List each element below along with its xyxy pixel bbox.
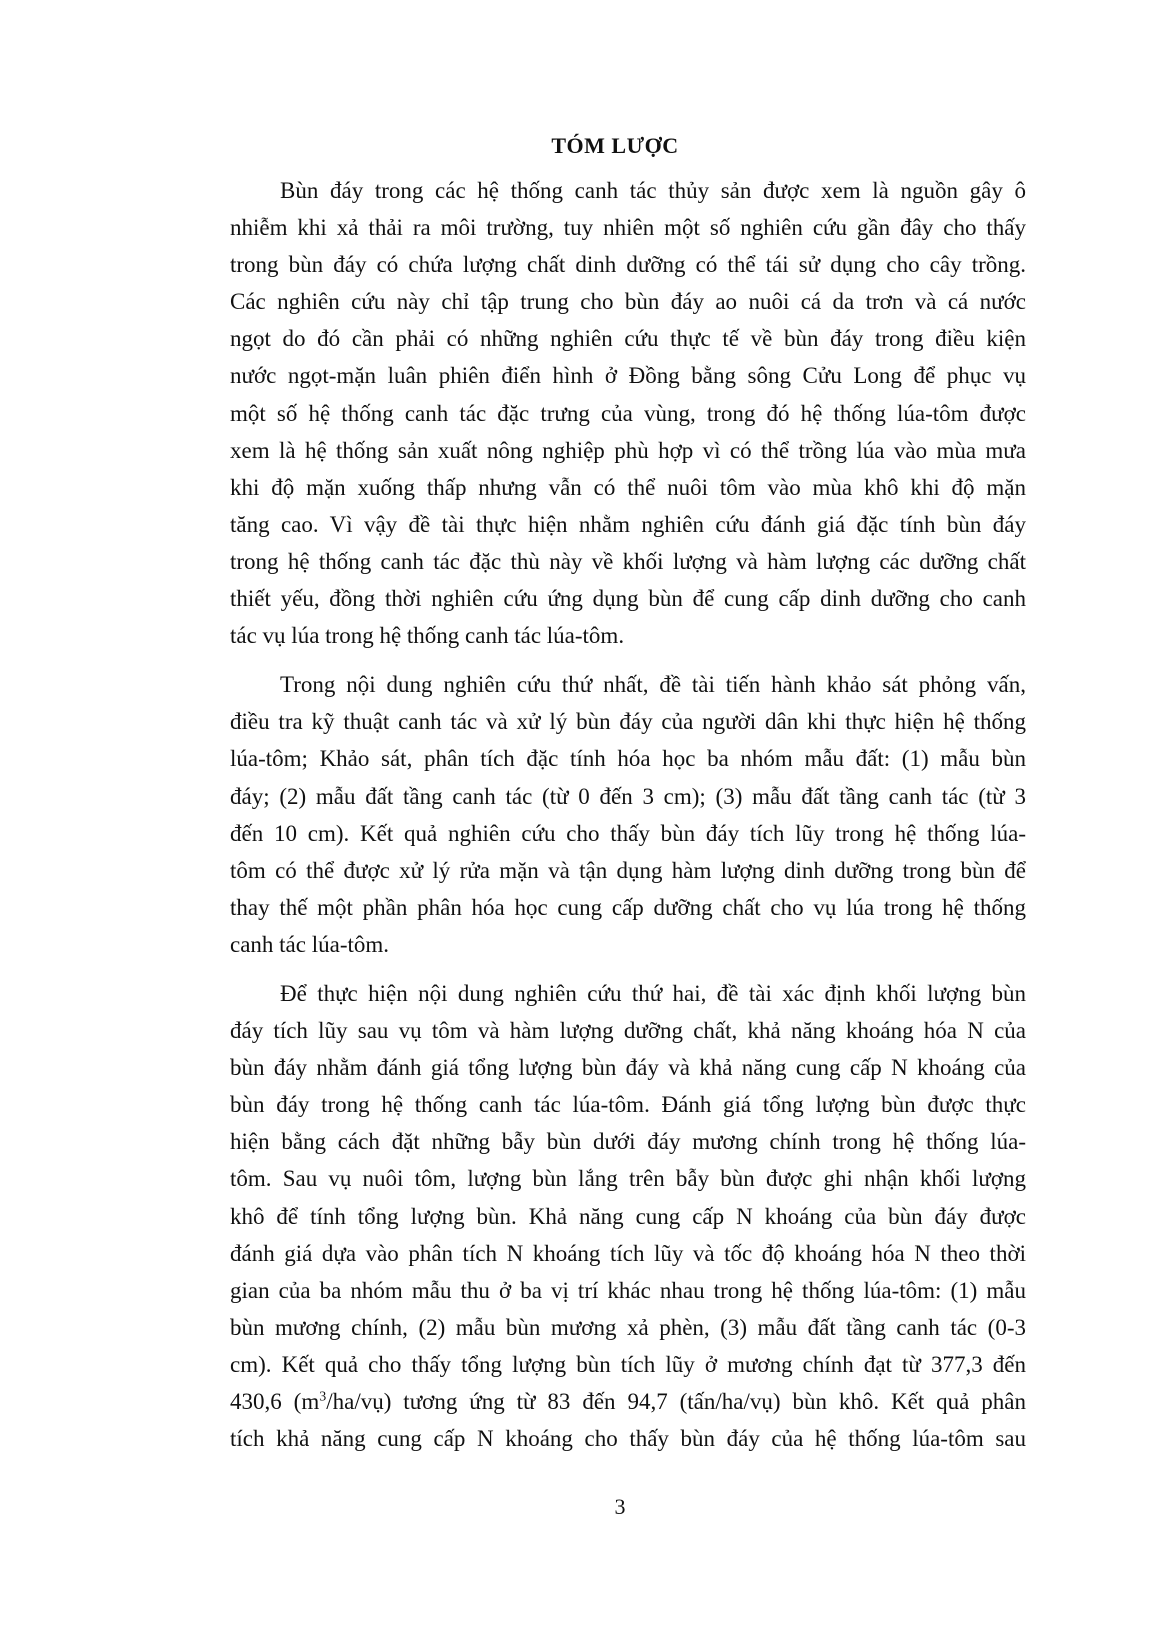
text-line: đáy; (2) mẫu đất tầng canh tác (từ 0 đến 3 cm); (3) mẫu đất tầng canh tác (từ 3 xyxy=(230,783,1026,809)
text-line: tác vụ lúa trong hệ thống canh tác lúa-tôm. xyxy=(230,623,625,649)
text-line: tăng cao. Vì vậy đề tài thực hiện nhằm nghiên cứu đánh giá đặc tính bùn đáy xyxy=(230,511,1026,537)
text-line-with-unit xyxy=(230,1383,1026,1420)
unit-line-after: /ha/vụ) tương ứng từ 83 đến 94,7 (tấn/ha/vụ) bùn khô. Kết quả phân xyxy=(326,1389,1026,1414)
unit-line-before: 430,6 (m xyxy=(230,1389,320,1414)
text-line: Các nghiên cứu này chỉ tập trung cho bùn đáy ao nuôi cá da trơn và cá nước xyxy=(230,289,1026,315)
text-line: đến 10 cm). Kết quả nghiên cứu cho thấy bùn đáy tích lũy trong hệ thống lúa- xyxy=(230,820,1026,846)
text-line: một số hệ thống canh tác đặc trưng của vùng, trong đó hệ thống lúa-tôm được xyxy=(230,400,1026,426)
text-line: ngọt do đó cần phải có những nghiên cứu thực tế về bùn đáy trong điều kiện xyxy=(230,326,1026,352)
text-line: hiện bằng cách đặt những bẫy bùn dưới đáy mương chính trong hệ thống lúa- xyxy=(230,1129,1026,1155)
text-line: canh tác lúa-tôm. xyxy=(230,931,390,957)
text-line: đáy tích lũy sau vụ tôm và hàm lượng dưỡng chất, khả năng khoáng hóa N của xyxy=(230,1018,1026,1044)
text-line: Để thực hiện nội dung nghiên cứu thứ hai, đề tài xác định khối lượng bùn xyxy=(280,980,1026,1006)
paragraph-3 xyxy=(230,975,1026,1457)
text-line: tôm có thể được xử lý rửa mặn và tận dụng hàm lượng dinh dưỡng trong bùn để xyxy=(230,857,1026,883)
text-line: gian của ba nhóm mẫu thu ở ba vị trí khác nhau trong hệ thống lúa-tôm: (1) mẫu xyxy=(230,1277,1026,1303)
superscript-3: 3 xyxy=(319,1389,327,1405)
text-line: đánh giá dựa vào phân tích N khoáng tích lũy và tốc độ khoáng hóa N theo thời xyxy=(230,1240,1026,1266)
text-line: lúa-tôm; Khảo sát, phân tích đặc tính hóa học ba nhóm mẫu đất: (1) mẫu bùn xyxy=(230,746,1026,772)
text-line: Trong nội dung nghiên cứu thứ nhất, đề tài tiến hành khảo sát phỏng vấn, xyxy=(280,672,1026,698)
abstract-body xyxy=(230,172,1026,1457)
text-line: trong bùn đáy có chứa lượng chất dinh dưỡng có thể tái sử dụng cho cây trồng. xyxy=(230,252,1026,278)
page-title: TÓM LƯỢC xyxy=(551,133,679,158)
text-line: bùn đáy nhằm đánh giá tổng lượng bùn đáy và khả năng cung cấp N khoáng của xyxy=(230,1055,1026,1081)
text-line: nhiễm khi xả thải ra môi trường, tuy nhiên một số nghiên cứu gần đây cho thấy xyxy=(230,215,1026,241)
text-line: nước ngọt-mặn luân phiên điển hình ở Đồng bằng sông Cửu Long để phục vụ xyxy=(230,363,1026,389)
text-line: tích khả năng cung cấp N khoáng cho thấy bùn đáy của hệ thống lúa-tôm sau xyxy=(230,1426,1026,1452)
text-line: khô để tính tổng lượng bùn. Khả năng cung cấp N khoáng của bùn đáy được xyxy=(230,1203,1026,1229)
text-line: xem là hệ thống sản xuất nông nghiệp phù hợp vì có thể trồng lúa vào mùa mưa xyxy=(230,437,1026,463)
text-line: điều tra kỹ thuật canh tác và xử lý bùn đáy của người dân khi thực hiện hệ thống xyxy=(230,709,1026,735)
text-line: thay thế một phần phân hóa học cung cấp dưỡng chất cho vụ lúa trong hệ thống xyxy=(230,894,1026,920)
text-line: tôm. Sau vụ nuôi tôm, lượng bùn lắng trên bẫy bùn được ghi nhận khối lượng xyxy=(230,1166,1026,1192)
text-line: bùn mương chính, (2) mẫu bùn mương xả phèn, (3) mẫu đất tầng canh tác (0-3 xyxy=(230,1314,1026,1340)
text-line: cm). Kết quả cho thấy tổng lượng bùn tích lũy ở mương chính đạt từ 377,3 đến xyxy=(230,1351,1026,1377)
text-line: thiết yếu, đồng thời nghiên cứu ứng dụng bùn để cung cấp dinh dưỡng cho canh xyxy=(230,586,1026,612)
text-line: bùn đáy trong hệ thống canh tác lúa-tôm. Đánh giá tổng lượng bùn được thực xyxy=(230,1092,1026,1118)
paragraph-1 xyxy=(230,172,1026,654)
text-line: khi độ mặn xuống thấp nhưng vẫn có thể nuôi tôm vào mùa khô khi độ mặn xyxy=(230,474,1026,500)
paragraph-2 xyxy=(230,666,1026,963)
text-line: trong hệ thống canh tác đặc thù này về khối lượng và hàm lượng các dưỡng chất xyxy=(230,548,1026,574)
text-line: Bùn đáy trong các hệ thống canh tác thủy sản được xem là nguồn gây ô xyxy=(280,178,1026,203)
page-number: 3 xyxy=(614,1494,626,1519)
